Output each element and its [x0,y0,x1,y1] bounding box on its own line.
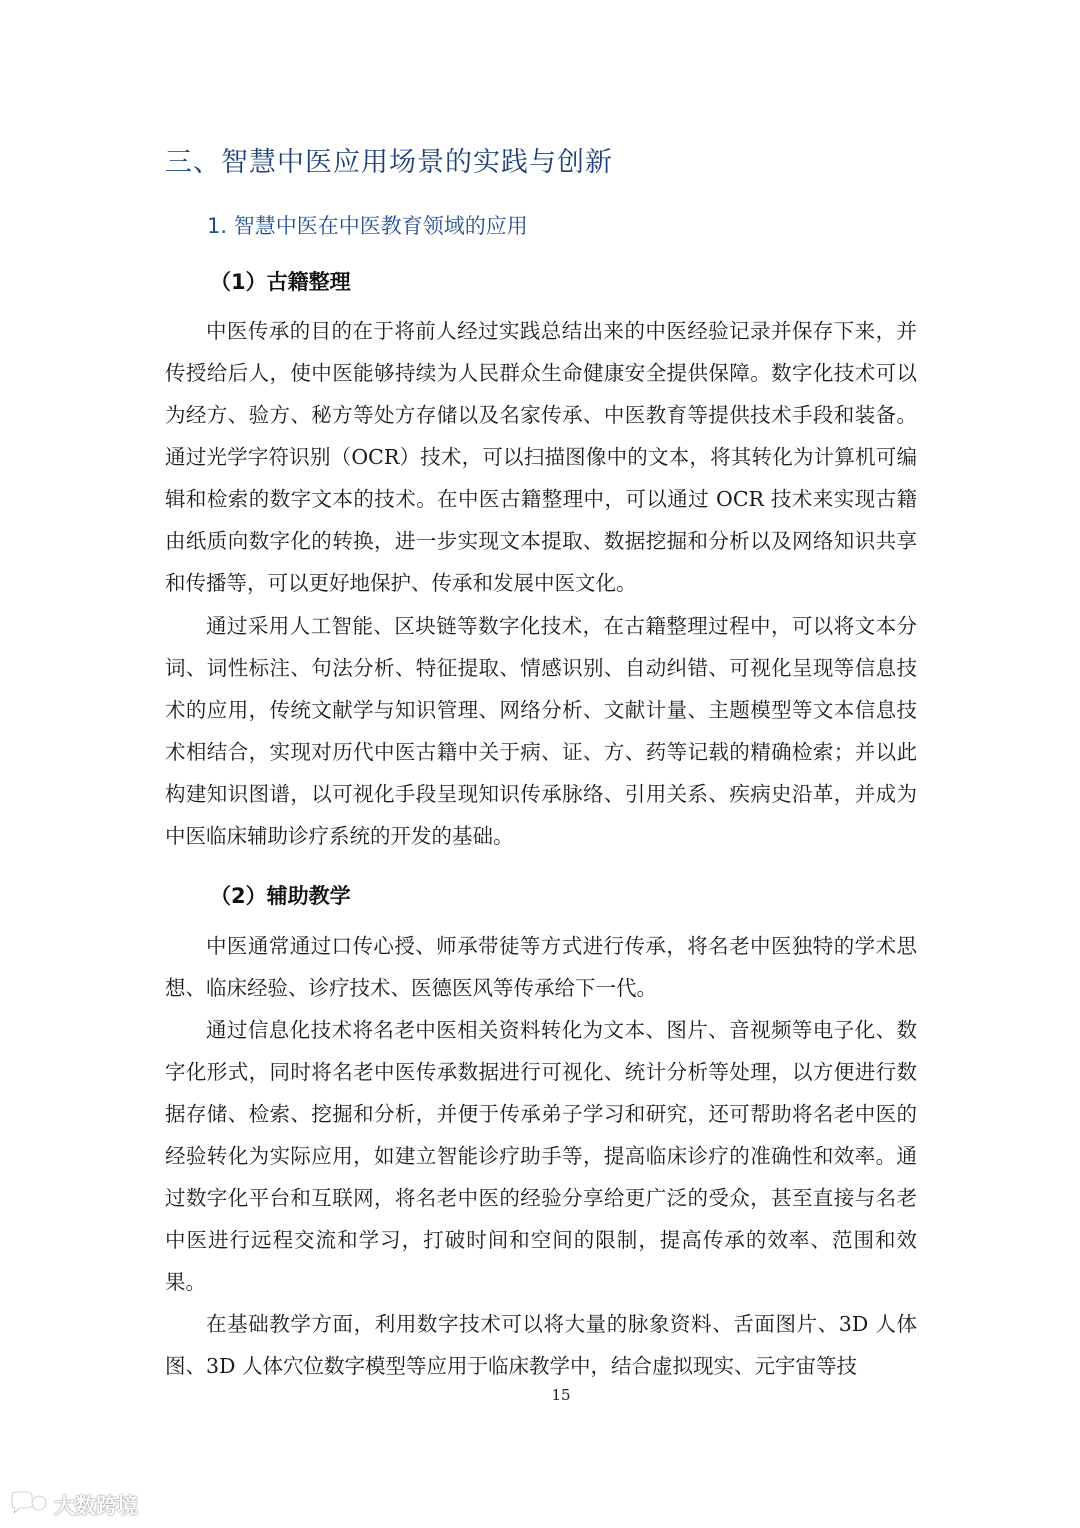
section-title: 三、智慧中医应用场景的实践与创新 [165,147,613,178]
watermark-text: 大数跨境 [54,1494,138,1518]
part2-paragraph-3: 在基础教学方面，利用数字技术可以将大量的脉象资料、舌面图片、3D 人体图、3D 人体穴位数字模型等应用于临床教学中，结合虚拟现实、元宇宙等技 [165,1312,917,1378]
part1-paragraph-1: 中医传承的目的在于将前人经过实践总结出来的中医经验记录并保存下来，并传授给后人，使中医能够持续为人民群众生命健康安全提供保障。数字化技术可以为经方、验方、秘方等处方存储以及名家传承、中医教育等提供技术手段和装备。通过光学字符识别（OCR）技术，可以扫描图像中的文本，将其转化为计算机可编辑和检索的数字文本的技术。在中医古籍整理中，可以通过 OCR 技术来实现古籍由纸质向数字化的转换，进一步实现文本提取、数据挖掘和分析以及网络知识共享和传播等，可以更好地保护、传承和发展中医文化。 [165,319,917,595]
part2-heading: （2）辅助教学 [210,884,351,908]
watermark [8,1490,138,1520]
part1-heading: （1）古籍整理 [210,270,351,294]
part1-paragraph-2: 通过采用人工智能、区块链等数字化技术，在古籍整理过程中，可以将文本分词、词性标注、句法分析、特征提取、情感识别、自动纠错、可视化呈现等信息技术的应用，传统文献学与知识管理、网络分析、文献计量、主题模型等文本信息技术相结合，实现对历代中医古籍中关于病、证、方、药等记载的精确检索；并以此构建知识图谱，以可视化手段呈现知识传承脉络、引用关系、疾病史沿革，并成为中医临床辅助诊疗系统的开发的基础。 [165,614,917,848]
chat-bubble-icon [8,1490,50,1520]
page-number: 15 [551,1386,571,1404]
subsection-title: 1. 智慧中医在中医教育领域的应用 [207,214,528,238]
part2-paragraph-1: 中医通常通过口传心授、师承带徒等方式进行传承，将名老中医独特的学术思想、临床经验、诊疗技术、医德医风等传承给下一代。 [165,934,917,1000]
part2-paragraph-2: 通过信息化技术将名老中医相关资料转化为文本、图片、音视频等电子化、数字化形式，同时将名老中医传承数据进行可视化、统计分析等处理，以方便进行数据存储、检索、挖掘和分析，并便于传承弟子学习和研究，还可帮助将名老中医的经验转化为实际应用，如建立智能诊疗助手等，提高临床诊疗的准确性和效率。通过数字化平台和互联网，将名老中医的经验分享给更广泛的受众，甚至直接与名老中医进行远程交流和学习，打破时间和空间的限制，提高传承的效率、范围和效果。 [165,1018,917,1294]
